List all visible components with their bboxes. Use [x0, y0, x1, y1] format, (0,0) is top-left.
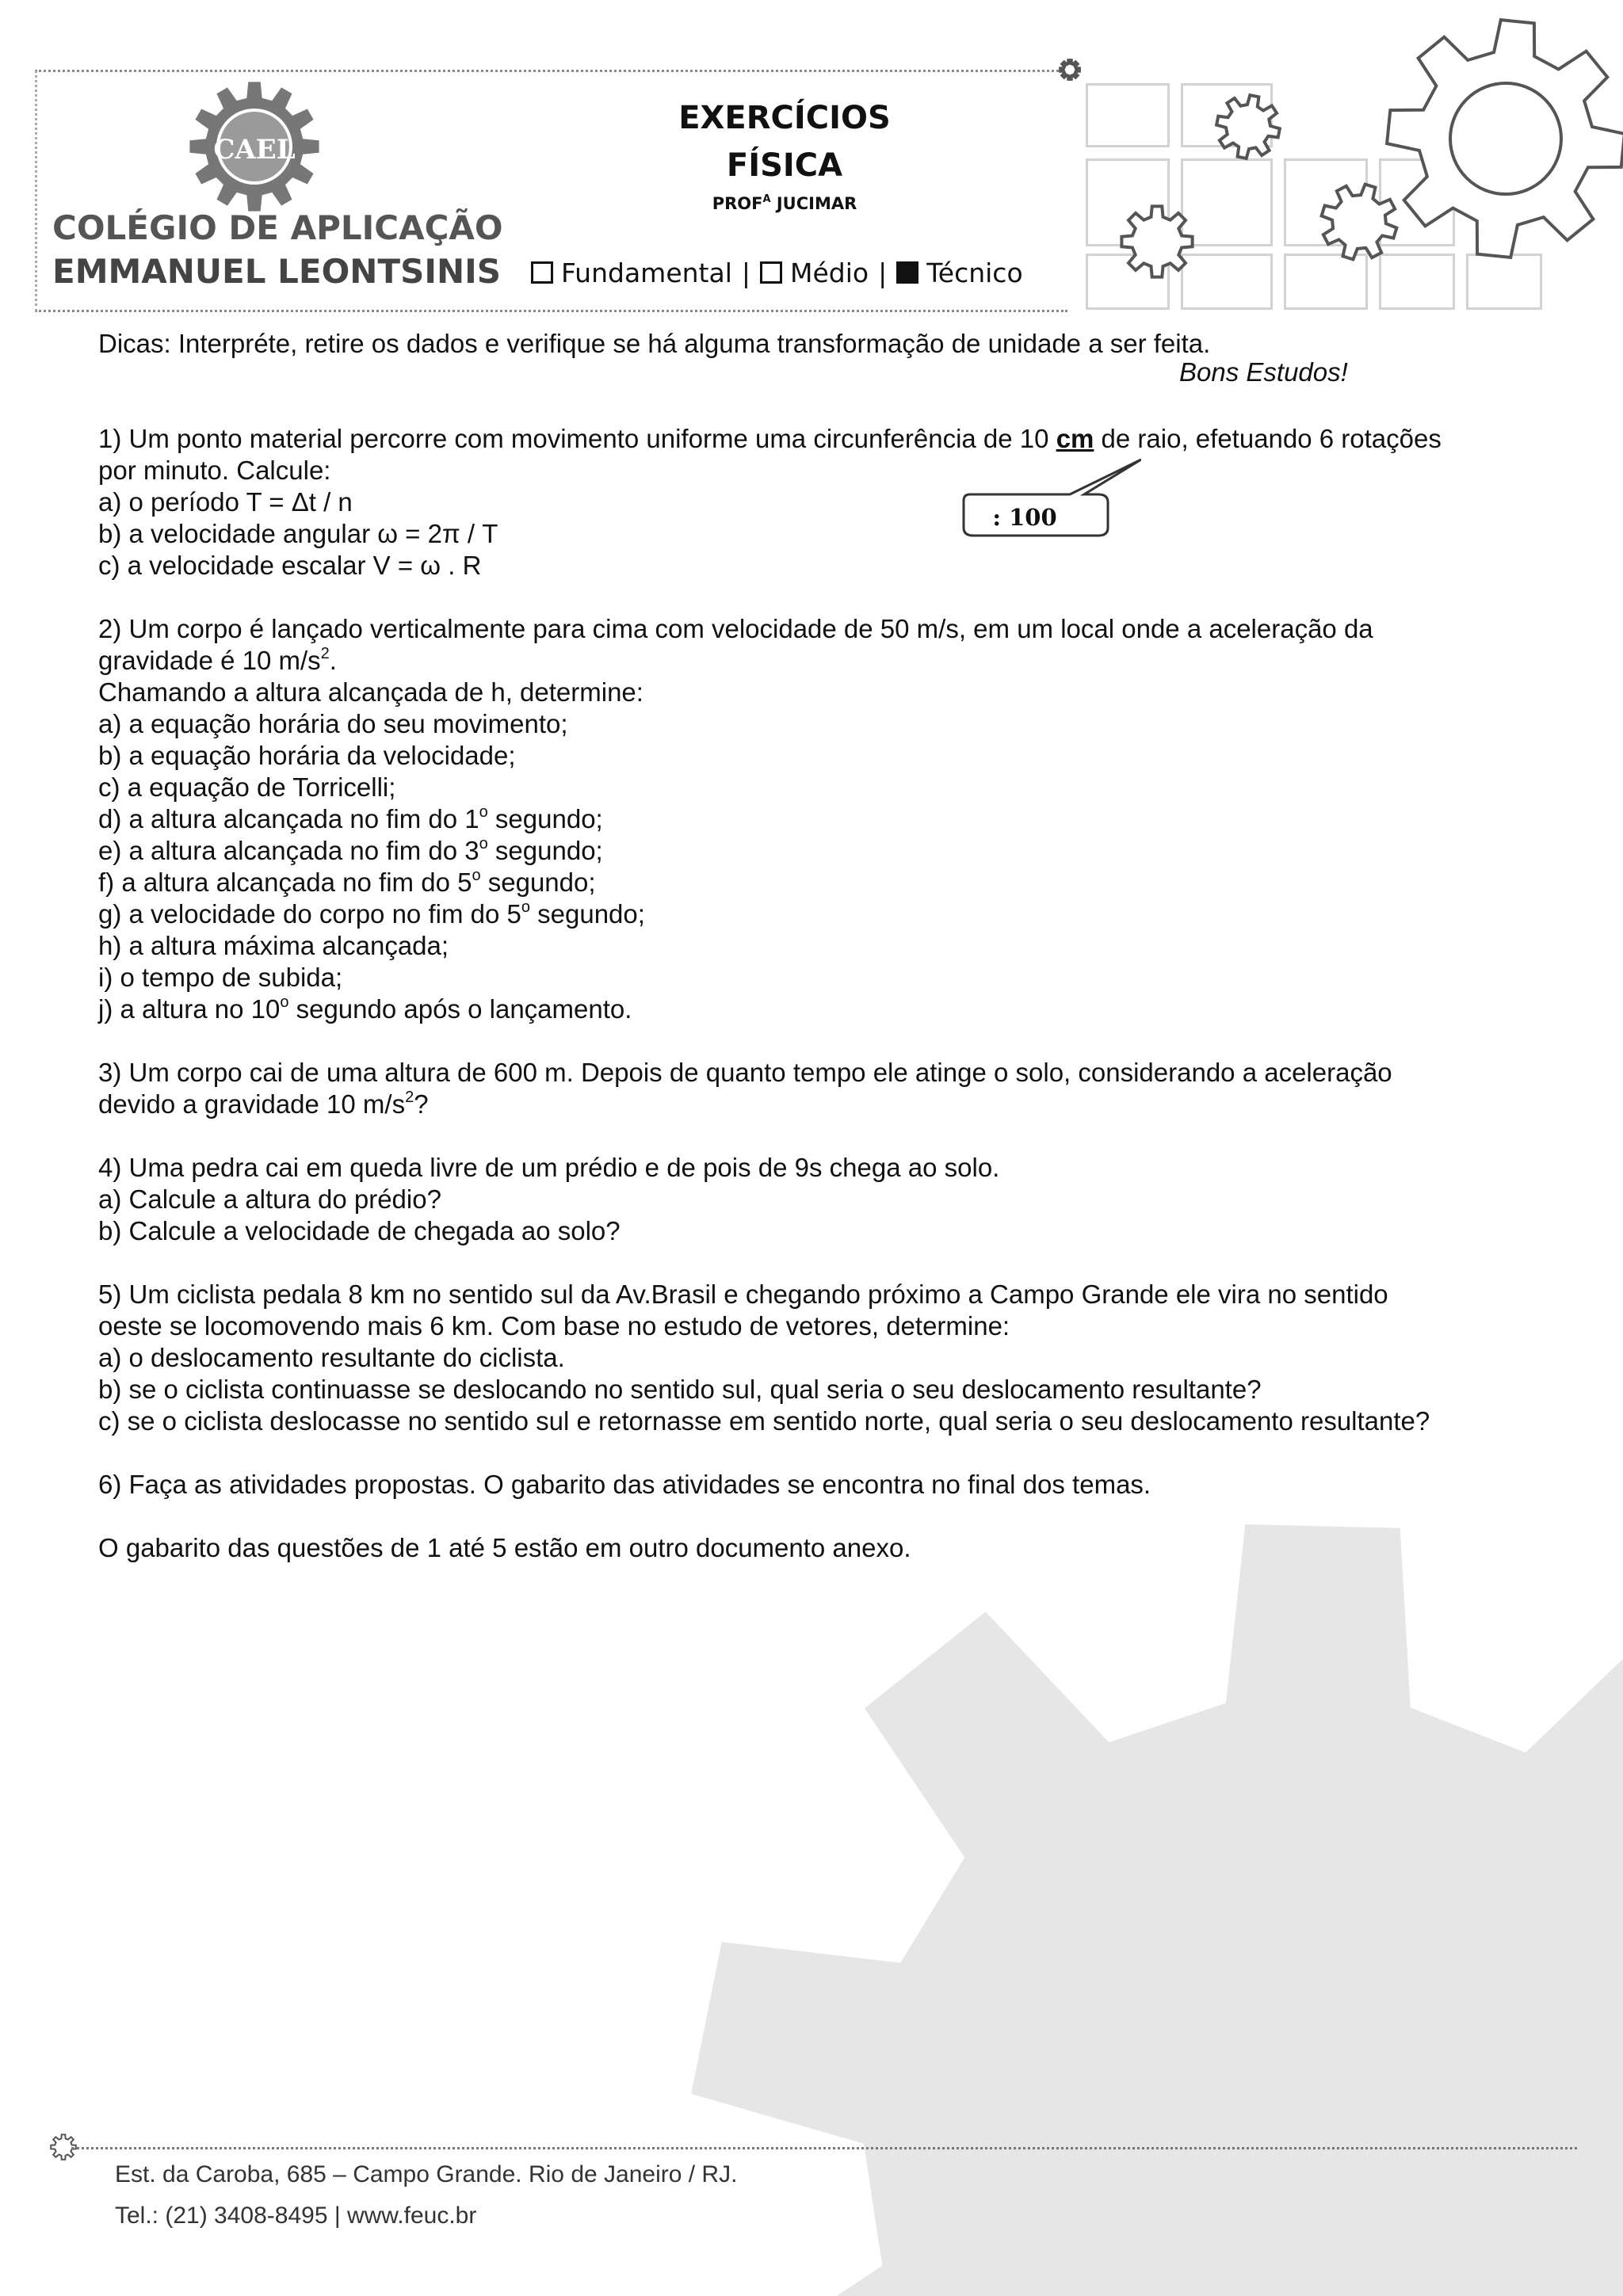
exercise-list	[98, 328, 1525, 1564]
q2-item-j: j) a altura no 10$^o$ segundo após o lançamento.	[98, 994, 632, 1024]
doc-subject: FÍSICA	[726, 147, 843, 184]
q2-item-d: d) a altura alcançada no fim do 1$^o$ segundo;	[98, 803, 603, 833]
teacher-name: $PROF^A$ JUCIMAR	[712, 193, 857, 213]
q3-line1: 3) Um corpo cai de uma altura de 600 m. Depois de quanto tempo ele atinge o solo, considerando a aceleração	[98, 1058, 1392, 1087]
q2-item-c: c) a equação de Torricelli;	[98, 772, 396, 802]
q6-line1: 6) Faça as atividades propostas. O gabarito das atividades se encontra no final dos temas.	[98, 1470, 1151, 1499]
q3-line2: devido a gravidade 10 $m/s^2$?	[98, 1089, 429, 1119]
checkbox-fundamental[interactable]	[531, 261, 553, 284]
level-label-tecnico: Técnico	[926, 257, 1023, 288]
q2-item-i: i) o tempo de subida;	[98, 963, 343, 992]
q2-item-f: f) a altura alcançada no fim do 5$^o$ segundo;	[98, 867, 596, 897]
annotation-text: : 100	[992, 504, 1057, 531]
footer-address: Est. da Caroba, 685 – Campo Grande. Rio de Janeiro / RJ.	[115, 2161, 738, 2187]
level-checkboxes: Fundamental | Médio | Técnico	[531, 257, 1023, 288]
school-logo-gear-icon	[187, 79, 322, 214]
checkbox-tecnico[interactable]	[896, 261, 918, 284]
q2-line1: 2) Um corpo é lançado verticalmente para cima com velocidade de 50 m/s, em um local onde a aceleração da	[98, 614, 1373, 643]
q4-line1: 4) Uma pedra cai em queda livre de um prédio e de pois de 9s chega ao solo.	[98, 1153, 1000, 1182]
q2-line3: Chamando a altura alcançada de h, determine:	[98, 677, 643, 707]
q2-item-e: e) a altura alcançada no fim do 3$^o$ segundo;	[98, 835, 603, 865]
q1-item-c: c) a velocidade escalar V = ω . R	[98, 551, 482, 580]
q4-item-b: b) Calcule a velocidade de chegada ao solo?	[98, 1216, 621, 1245]
level-label-medio: Médio	[790, 257, 869, 288]
footer-divider	[71, 2147, 1577, 2149]
tips-closing: Bons Estudos!	[1179, 357, 1348, 387]
q5-item-b: b) se o ciclista continuasse se deslocando no sentido sul, qual seria o seu deslocamento resultante?	[98, 1375, 1262, 1404]
q2-item-b: b) a equação horária da velocidade;	[98, 741, 516, 770]
q5-line2: oeste se locomovendo mais 6 km. Com base no estudo de vetores, determine:	[98, 1311, 1010, 1341]
q2-item-h: h) a altura máxima alcançada;	[98, 931, 449, 960]
school-name-line2: EMMANUEL LEONTSINIS	[52, 252, 501, 291]
q5-line1: 5) Um ciclista pedala 8 km no sentido sul da Av.Brasil e chegando próximo a Campo Grande ele vira no sentido	[98, 1280, 1388, 1309]
q1-item-a: a) o período T = Δt / n	[98, 487, 353, 517]
q2-item-a: a) a equação horária do seu movimento;	[98, 709, 568, 738]
q2-line2: gravidade é 10 $m/s^2$.	[98, 645, 337, 675]
school-name-line1: COLÉGIO DE APLICAÇÃO	[52, 208, 503, 247]
q2-item-g: g) a velocidade do corpo no fim do 5$^o$ segundo;	[98, 898, 645, 929]
level-label-fundamental: Fundamental	[561, 257, 732, 288]
tips-text: Dicas: Interpréte, retire os dados e verifique se há alguma transformação de unidade a ser feita.	[98, 329, 1211, 358]
q1-line2: por minuto. Calcule:	[98, 456, 331, 485]
q1-item-b: b) a velocidade angular ω = 2π / T	[98, 519, 498, 548]
logo-text: CAEL	[213, 134, 296, 166]
doc-title: EXERCÍCIOS	[678, 100, 891, 136]
checkbox-medio[interactable]	[760, 261, 782, 284]
q5-item-c: c) se o ciclista deslocasse no sentido sul e retornasse em sentido norte, qual seria o seu deslocamento resultante?	[98, 1406, 1430, 1436]
footer-contact: Tel.: (21) 3408-8495 | www.feuc.br	[115, 2203, 477, 2229]
answer-note: O gabarito das questões de 1 até 5 estão em outro documento anexo.	[98, 1533, 911, 1562]
q1-line1: 1) Um ponto material percorre com movimento uniforme uma circunferência de 10 cm de raio, efetuando 6 rotações	[98, 424, 1442, 453]
q5-item-a: a) o deslocamento resultante do ciclista.	[98, 1343, 565, 1372]
q4-item-a: a) Calcule a altura do prédio?	[98, 1184, 441, 1214]
